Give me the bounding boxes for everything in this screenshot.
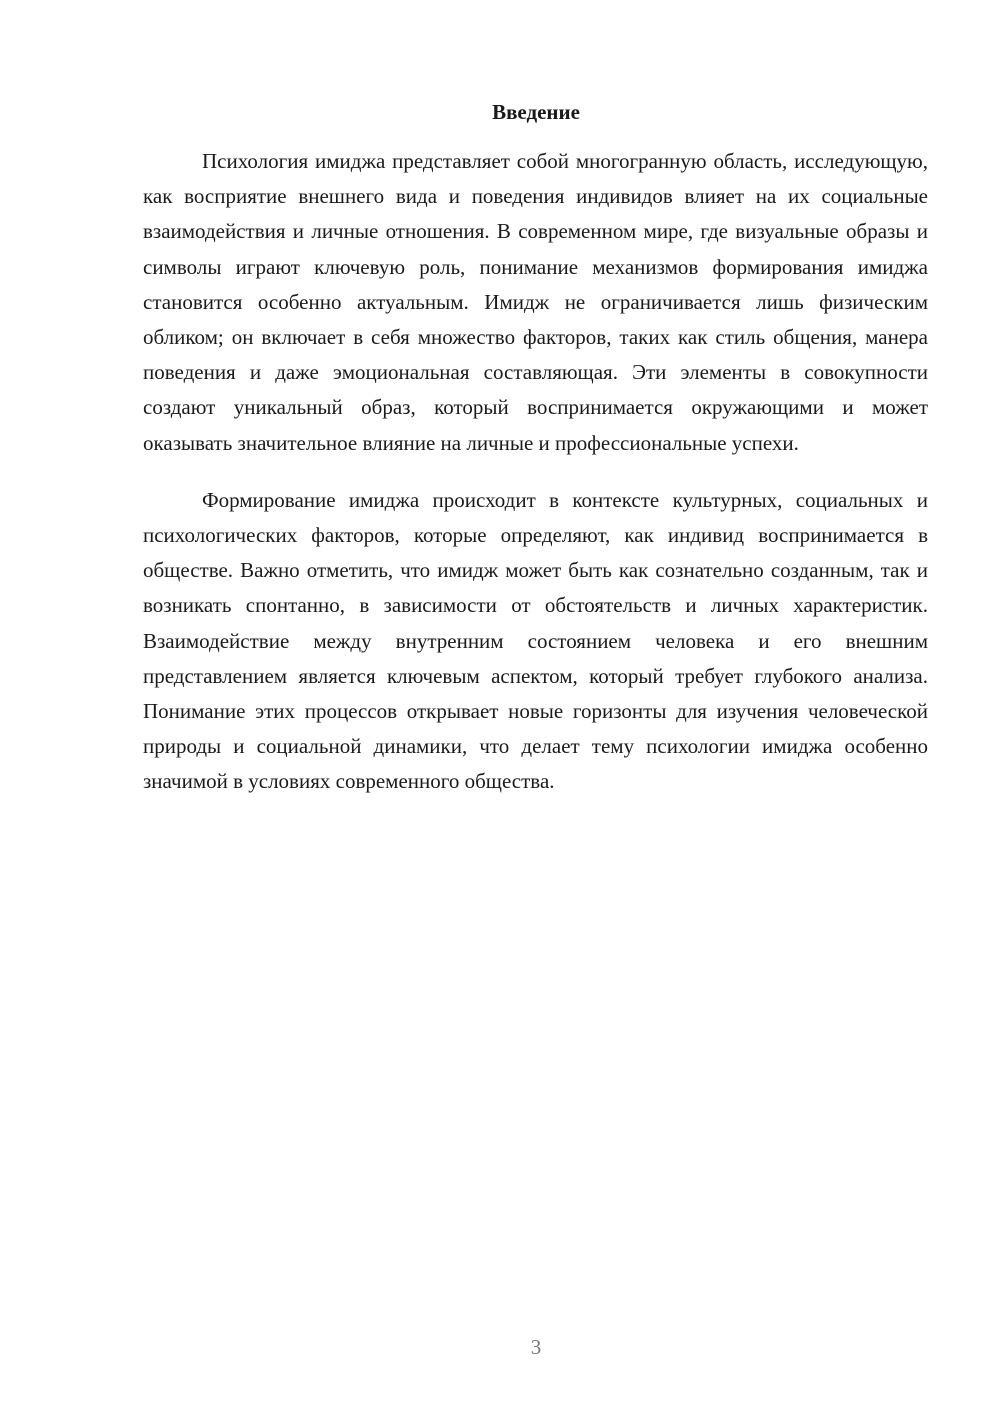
- body-text: [143, 144, 928, 800]
- section-title: Введение: [492, 100, 580, 124]
- page-number: 3: [530, 1335, 542, 1359]
- paragraph-2: Формирование имиджа происходит в контексте культурных, социальных и психологических факторов, которые определяют, как индивид воспринимается в обществе. Важно отметить, что имидж может быть как сознательно созданным, так и возникать спонтанно, в зависимости от обстоятельств и личных характеристик. Взаимодействие между внутренним состоянием человека и его внешним представлением является ключевым аспектом, который требует глубокого анализа. Понимание этих процессов открывает новые горизонты для изучения человеческой природы и социальной динамики, что делает тему психологии имиджа особенно значимой в условиях современного общества.: [143, 487, 928, 794]
- paragraph-1: Психология имиджа представляет собой многогранную область, исследующую, как восприятие внешнего вида и поведения индивидов влияет на их социальные взаимодействия и личные отношения. В современном мире, где визуальные образы и символы играют ключевую роль, понимание механизмов формирования имиджа становится особенно актуальным. Имидж не ограничивается лишь физическим обликом; он включает в себя множество факторов, таких как стиль общения, манера поведения и даже эмоциональная составляющая. Эти элементы в совокупности создают уникальный образ, который воспринимается окружающими и может оказывать значительное влияние на личные и профессиональные успехи.: [143, 149, 928, 455]
